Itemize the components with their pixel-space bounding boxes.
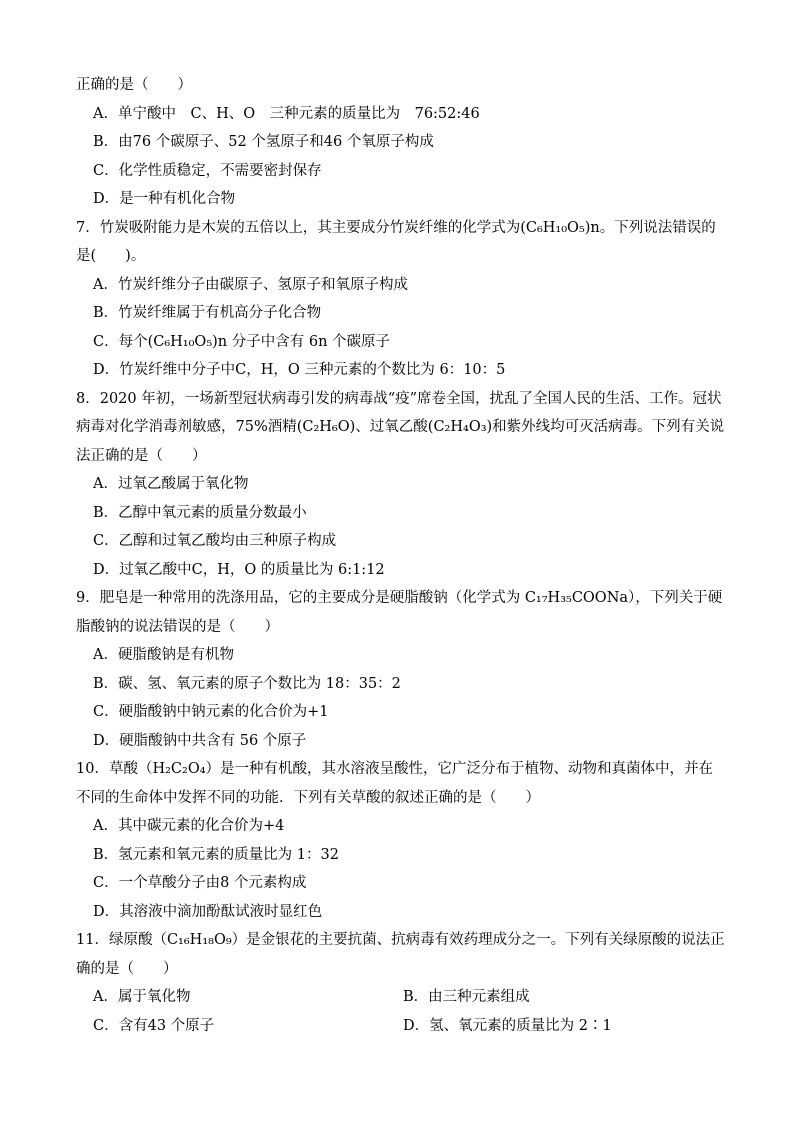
q7-option-c: C．每个(C₆H₁₀O₅)n 分子中含有 6n 个碳原子: [93, 334, 391, 350]
q9-stem-line2: 脂酸钠的说法错误的是（ ）: [76, 619, 279, 635]
q6-option-b: B．由76 个碳原子、52 个氢原子和46 个氧原子构成: [93, 134, 434, 150]
q11-option-a: A．属于氧化物: [93, 989, 191, 1005]
q8-stem-line2: 病毒对化学消毒剂敏感，75%酒精(C₂H₆O)、过氧乙酸(C₂H₄O₃)和紫外线均可灭活病毒。下列有关说: [76, 419, 725, 435]
q8-stem-line3: 法正确的是（ ）: [76, 448, 207, 464]
q7-stem-line2: 是( )。: [76, 248, 146, 264]
q8-option-b: B．乙醇中氧元素的质量分数最小: [93, 505, 307, 521]
q11-stem-line1: 11．绿原酸（C₁₆H₁₈O₉）是金银花的主要抗菌、抗病毒有效药理成分之一。下列有关绿原酸的说法正: [76, 932, 725, 948]
q7-option-a: A．竹炭纤维分子由碳原子、氢原子和氧原子构成: [93, 277, 408, 293]
q10-stem-line1: 10．草酸（H₂C₂O₄）是一种有机酸，其水溶液呈酸性，它广泛分布于植物、动物和真菌体中，并在: [76, 761, 714, 777]
q11-stem-line2: 确的是（ ）: [76, 961, 178, 977]
q9-stem-line1: 9．肥皂是一种常用的洗涤用品，它的主要成分是硬脂酸钠（化学式为 C₁₇H₃₅COONa），下列关于硬: [76, 590, 723, 606]
q11-option-b: B．由三种元素组成: [403, 989, 530, 1005]
q11-option-c: C．含有43 个原子: [93, 1018, 215, 1034]
q8-option-a: A．过氧乙酸属于氧化物: [93, 476, 249, 492]
q6-stem: 正确的是（ ）: [76, 77, 192, 93]
q8-stem-line1: 8．2020 年初，一场新型冠状病毒引发的病毒战“疫”席卷全国，扰乱了全国人民的生活、工作。冠状: [76, 391, 722, 407]
q10-option-c: C．一个草酸分子由8 个元素构成: [93, 875, 307, 891]
q7-stem-line1: 7．竹炭吸附能力是木炭的五倍以上，其主要成分竹炭纤维的化学式为(C₆H₁₀O₅)n。下列说法错误的: [76, 220, 716, 236]
q10-option-a: A．其中碳元素的化合价为+4: [93, 818, 285, 834]
q10-option-b: B．氢元素和氧元素的质量比为 1：32: [93, 847, 339, 863]
q9-option-b: B．碳、氢、氧元素的原子个数比为 18：35：2: [93, 676, 401, 692]
q8-option-c: C．乙醇和过氧乙酸均由三种原子构成: [93, 533, 337, 549]
q10-option-d: D．其溶液中滴加酚酞试液时显红色: [93, 904, 323, 920]
q10-stem-line2: 不同的生命体中发挥不同的功能．下列有关草酸的叙述正确的是（ ）: [76, 790, 540, 806]
q9-option-d: D．硬脂酸钠中共含有 56 个原子: [93, 733, 307, 749]
q8-option-d: D．过氧乙酸中C，H，O 的质量比为 6:1:12: [93, 562, 385, 578]
q9-option-c: C．硬脂酸钠中钠元素的化合价为+1: [93, 704, 329, 720]
q6-option-c: C．化学性质稳定，不需要密封保存: [93, 163, 322, 179]
q7-option-d: D．竹炭纤维中分子中C，H，O 三种元素的个数比为 6：10：5: [93, 362, 506, 378]
q9-option-a: A．硬脂酸钠是有机物: [93, 647, 234, 663]
q6-option-a: A．单宁酸中 C、H、O 三种元素的质量比为 76:52:46: [93, 106, 480, 122]
q11-option-d: D．氢、氧元素的质量比为 2∶1: [403, 1018, 612, 1034]
q6-option-d: D．是一种有机化合物: [93, 191, 236, 207]
q7-option-b: B．竹炭纤维属于有机高分子化合物: [93, 305, 322, 321]
